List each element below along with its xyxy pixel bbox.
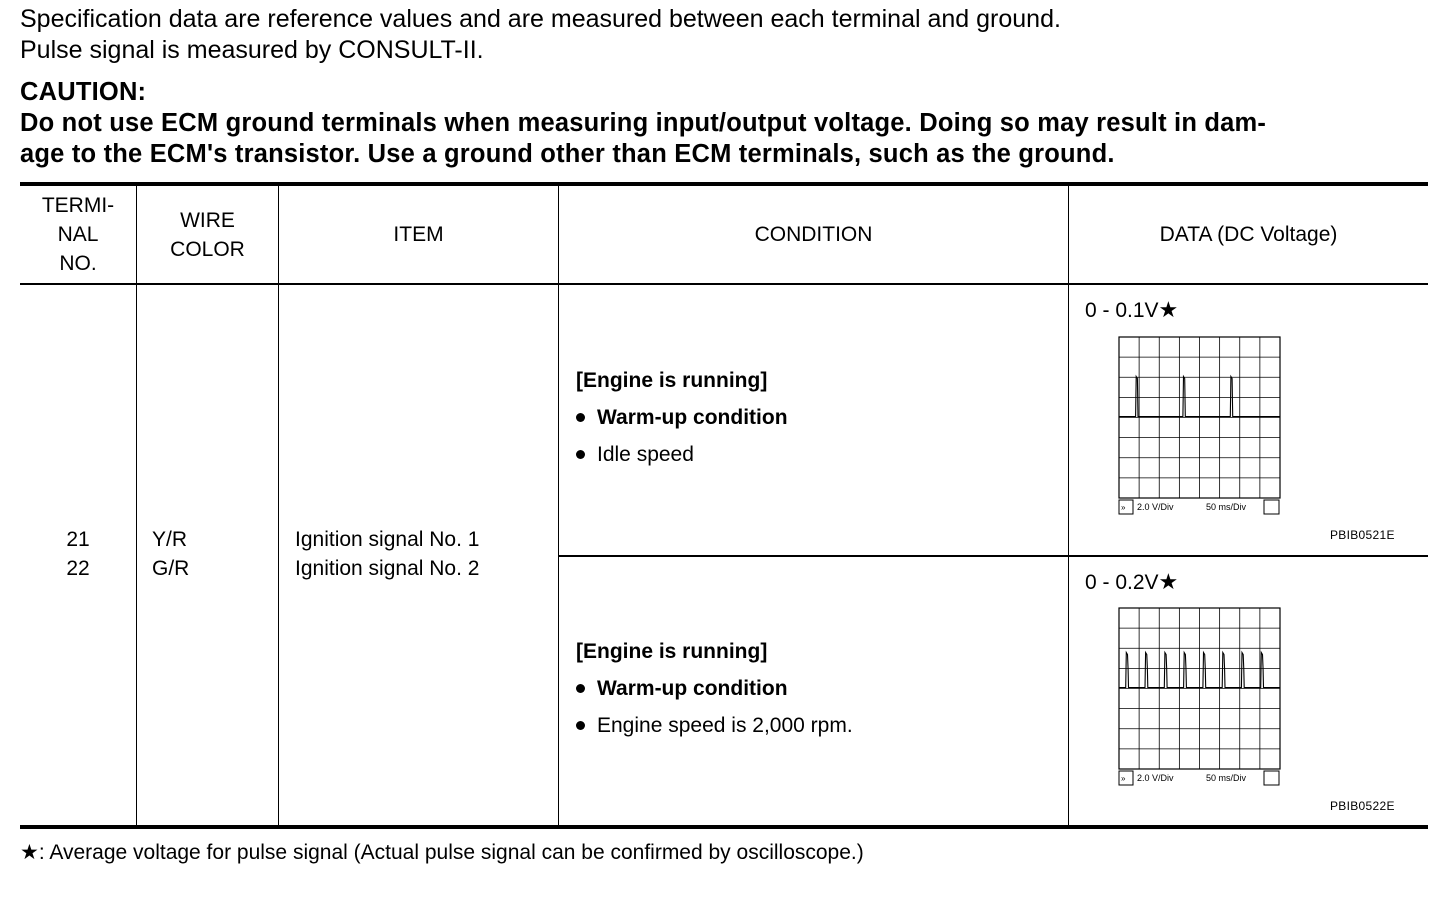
caution-line-1: Do not use ECM ground terminals when measuring input/output voltage. Doing so may result in dam- bbox=[20, 109, 1267, 137]
bullet-icon bbox=[576, 721, 585, 730]
condition-bullet bbox=[576, 670, 853, 707]
header-condition: CONDITION bbox=[754, 223, 873, 246]
header-terminal bbox=[20, 186, 136, 283]
bullet-icon bbox=[576, 413, 585, 422]
scope-time-label: 50 ms/Div bbox=[1206, 502, 1247, 512]
item-names bbox=[295, 525, 479, 583]
footnote bbox=[20, 840, 864, 865]
scope-volt-label: 2.0 V/Div bbox=[1137, 773, 1174, 783]
caution-line-2: age to the ECM's transistor. Use a ground other than ECM terminals, such as the ground. bbox=[20, 140, 1115, 168]
scope-marker-icon: » bbox=[1121, 774, 1126, 783]
condition-bullet-text: Engine speed is 2,000 rpm. bbox=[597, 714, 853, 737]
oscilloscope-2000rpm bbox=[1118, 607, 1282, 787]
scope-time-label: 50 ms/Div bbox=[1206, 773, 1247, 783]
intro-line-1: Specification data are reference values and are measured between each terminal and ground. bbox=[20, 5, 1061, 33]
intro-text bbox=[20, 4, 1061, 66]
scope-end-box bbox=[1264, 500, 1279, 514]
condition-block-1 bbox=[576, 362, 788, 473]
bullet-icon bbox=[576, 450, 585, 459]
table-bottom-rule bbox=[20, 825, 1428, 829]
header-item: ITEM bbox=[393, 223, 444, 246]
caution-heading: CAUTION: bbox=[20, 78, 147, 106]
terminal-number: 21 bbox=[66, 528, 90, 551]
figure-code-1: PBIB0521E bbox=[1330, 528, 1395, 542]
wire-color: G/R bbox=[152, 557, 190, 580]
scope-volt-label: 2.0 V/Div bbox=[1137, 502, 1174, 512]
header-wire-line: WIRE bbox=[180, 208, 235, 232]
header-wire-color bbox=[137, 186, 278, 283]
footnote-text: : Average voltage for pulse signal (Actual pulse signal can be confirmed by oscilloscope.) bbox=[38, 841, 864, 864]
condition-bullet-text: Warm-up condition bbox=[597, 677, 788, 700]
condition-heading: [Engine is running] bbox=[576, 640, 768, 663]
header-data: DATA (DC Voltage) bbox=[1159, 223, 1338, 246]
caution-block bbox=[20, 77, 1266, 170]
wire-color: Y/R bbox=[152, 528, 188, 551]
star-icon: ★ bbox=[1158, 297, 1179, 322]
table-header-rule bbox=[20, 283, 1428, 285]
condition-block-2 bbox=[576, 633, 853, 744]
figure-code-2: PBIB0522E bbox=[1330, 799, 1395, 813]
header-terminal-line: NO. bbox=[59, 252, 97, 275]
condition-bullet bbox=[576, 436, 788, 473]
condition-heading: [Engine is running] bbox=[576, 369, 768, 392]
star-icon: ★ bbox=[1158, 569, 1179, 594]
terminal-numbers bbox=[20, 525, 136, 583]
bullet-icon bbox=[576, 684, 585, 693]
condition-bullet bbox=[576, 399, 788, 436]
header-terminal-line: NAL bbox=[57, 223, 99, 246]
wire-colors bbox=[152, 525, 189, 583]
item-name: Ignition signal No. 2 bbox=[295, 557, 480, 580]
table-condition-divider bbox=[558, 555, 1428, 557]
voltage-value-1 bbox=[1085, 297, 1178, 323]
header-terminal-line: TERMI- bbox=[41, 194, 115, 217]
condition-bullet-text: Warm-up condition bbox=[597, 406, 788, 429]
voltage-text: 0 - 0.2V bbox=[1085, 571, 1159, 594]
scope-marker-icon: » bbox=[1121, 503, 1126, 512]
terminal-number: 22 bbox=[66, 557, 90, 580]
header-wire-line: COLOR bbox=[170, 237, 245, 261]
star-icon: ★ bbox=[20, 841, 39, 864]
item-name: Ignition signal No. 1 bbox=[295, 528, 480, 551]
condition-bullet-text: Idle speed bbox=[597, 443, 694, 466]
oscilloscope-idle bbox=[1118, 336, 1282, 516]
voltage-value-2 bbox=[1085, 569, 1178, 595]
scope-end-box bbox=[1264, 771, 1279, 785]
condition-bullet bbox=[576, 707, 853, 744]
intro-line-2: Pulse signal is measured by CONSULT-II. bbox=[20, 36, 484, 64]
voltage-text: 0 - 0.1V bbox=[1085, 299, 1159, 322]
